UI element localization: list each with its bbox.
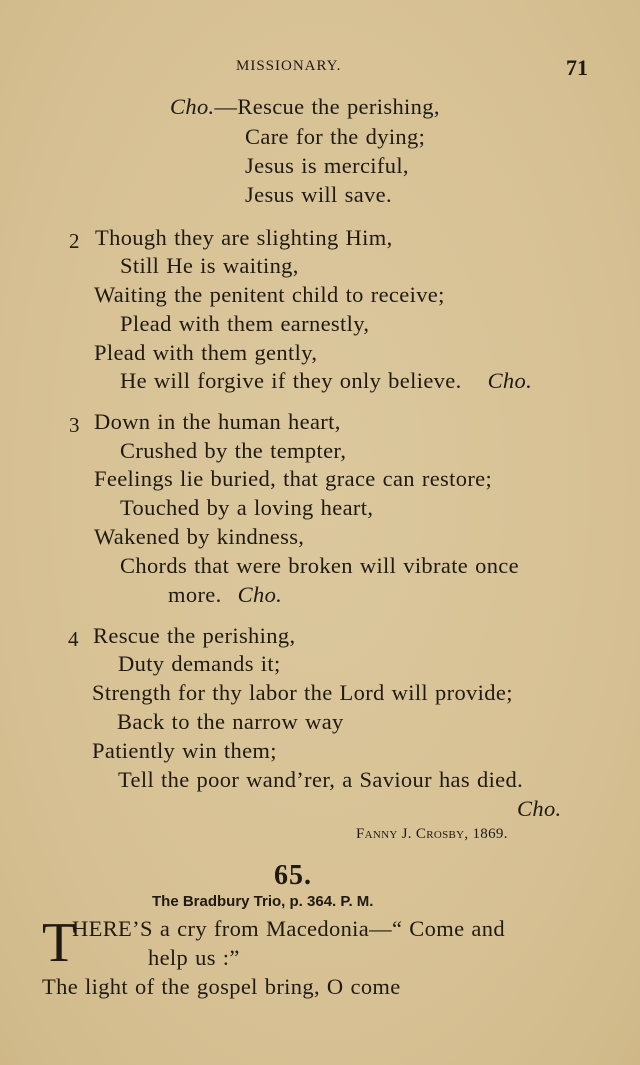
- verse-line: Plead with them earnestly,: [120, 311, 370, 336]
- author-credit: Fanny J. Crosby, 1869.: [356, 826, 508, 842]
- hymn-line: HERE’S a cry from Macedonia—“ Come and: [72, 916, 505, 941]
- verse-line: Crushed by the tempter,: [120, 438, 347, 463]
- chorus-ref: Cho.: [237, 582, 283, 607]
- verse-number: 4: [68, 627, 79, 651]
- running-header: MISSIONARY.: [236, 58, 342, 74]
- verse-number: 2: [69, 229, 80, 253]
- page-number: 71: [566, 55, 588, 80]
- verse-line: Though they are slighting Him,: [95, 225, 393, 250]
- verse-line: Plead with them gently,: [94, 340, 318, 365]
- chorus-line: Cho.—Rescue the perishing,: [170, 94, 440, 119]
- chorus-ref: Cho.: [517, 796, 562, 821]
- verse-line: Down in the human heart,: [94, 409, 341, 434]
- verse-line: Chords that were broken will vibrate once: [120, 553, 519, 578]
- verse-line: He will forgive if they only believe. Cho.: [120, 368, 533, 393]
- chorus-label: Cho.: [170, 94, 215, 119]
- chorus-line: Jesus is merciful,: [245, 153, 409, 178]
- verse-line: Still He is waiting,: [120, 253, 299, 278]
- verse-line: Wakened by kindness,: [94, 524, 305, 549]
- verse-line: Waiting the penitent child to receive;: [94, 282, 445, 307]
- hymn-number: 65.: [274, 860, 312, 891]
- hymn-line: help us :”: [148, 945, 240, 970]
- chorus-line: Jesus will save.: [245, 182, 392, 207]
- verse-line: Strength for thy labor the Lord will provide;: [92, 680, 513, 705]
- verse-line: Back to the narrow way: [117, 709, 344, 734]
- verse-line: more. Cho.: [168, 582, 283, 607]
- tune-reference: The Bradbury Trio, p. 364. P. M.: [152, 893, 374, 910]
- verse-line: Touched by a loving heart,: [120, 495, 374, 520]
- verse-number: 3: [69, 413, 80, 437]
- hymn-line: The light of the gospel bring, O come: [42, 974, 401, 999]
- chorus-line: Care for the dying;: [245, 124, 426, 149]
- verse-line: Rescue the perishing,: [93, 623, 296, 648]
- verse-line: Tell the poor wand’rer, a Saviour has died.: [118, 767, 524, 792]
- verse-line: Feelings lie buried, that grace can restore;: [94, 466, 493, 491]
- drop-cap: T: [42, 912, 77, 974]
- verse-line: Patiently win them;: [92, 738, 277, 763]
- chorus-ref: Cho.: [487, 368, 533, 393]
- verse-line: Duty demands it;: [118, 651, 281, 676]
